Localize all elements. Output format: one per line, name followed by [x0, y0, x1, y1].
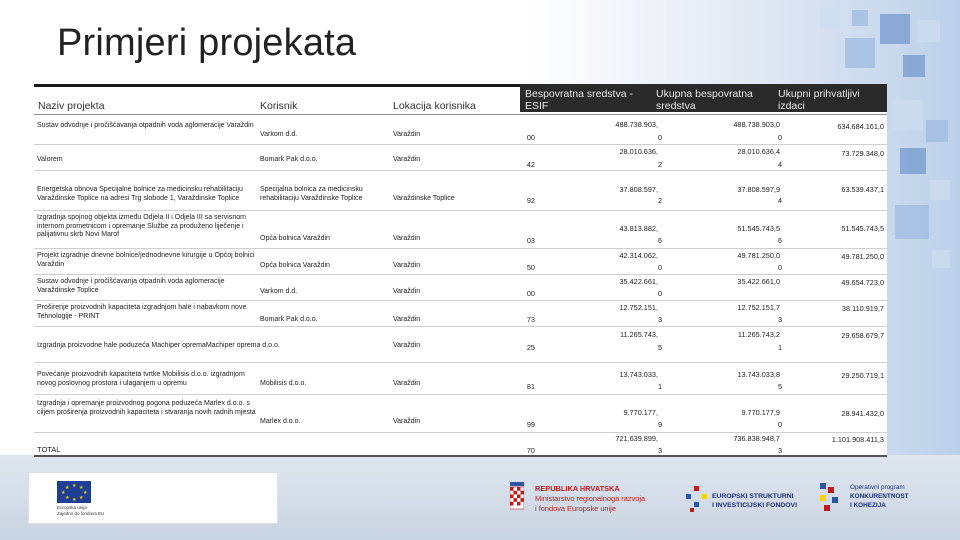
- cell-esif-fraction: 42: [526, 160, 535, 169]
- cell-ukupna: 37.808.597,9: [737, 185, 780, 194]
- cell-izdaci: 73.729.348,0: [841, 149, 884, 158]
- cell-lokacija: Varaždin: [393, 418, 421, 425]
- row-divider: [34, 432, 887, 433]
- esi-line1: EUROPSKI STRUKTURNI: [712, 493, 794, 500]
- cell-ukupna-fraction: 5: [657, 343, 662, 352]
- cell-izdaci-fraction: 5: [777, 382, 782, 391]
- cell-izdaci: 634.684.161,0: [837, 122, 884, 131]
- cell-esif: 37.808.597,: [619, 185, 658, 194]
- decor-square: [880, 14, 910, 44]
- cell-esif-fraction: 73: [526, 315, 535, 324]
- cell-izdaci: 63.539.437,1: [841, 185, 884, 194]
- cell-esif-fraction: 00: [526, 133, 535, 142]
- cell-naziv: Izgradnja i opremanje proizvodnog pogona poduzeća Marlex d.o.o. s ciljem proširenja proizvodnih kapaciteta i stvaranja novih radnih mjesta: [37, 400, 256, 416]
- total-izdaci-fraction: 3: [777, 446, 782, 455]
- cell-izdaci: 49.654.723,0: [841, 278, 884, 287]
- row-divider: [34, 300, 887, 301]
- eu-caption-1: Europska unija: [57, 505, 87, 510]
- decor-square: [893, 100, 923, 130]
- decor-square: [900, 148, 926, 174]
- cell-izdaci: 38.110.919,7: [841, 304, 884, 313]
- table-bottom-border: [34, 455, 887, 457]
- cell-ukupna: 35.422.661,0: [737, 277, 780, 286]
- total-izdaci: 1.101.908.411,3: [831, 435, 884, 444]
- cell-naziv: Sustav odvodnje i pročišćavanja otpadnih voda aglomeracije Varaždin: [37, 122, 254, 129]
- cell-izdaci-fraction: 3: [777, 315, 782, 324]
- cell-esif: 9.770.177,: [623, 408, 658, 417]
- row-divider: [34, 210, 887, 211]
- cell-korisnik: Marlex d.o.o.: [260, 418, 301, 425]
- cell-izdaci: 49.781.250,0: [841, 252, 884, 261]
- decor-square: [926, 120, 948, 142]
- cell-korisnik: Bomark Pak d.o.o.: [260, 156, 318, 163]
- cell-esif-fraction: 03: [526, 236, 535, 245]
- cell-lokacija: Varaždinske Toplice: [393, 195, 455, 202]
- cell-izdaci-fraction: 6: [777, 236, 782, 245]
- cell-naziv: Projekt izgradnje dnevne bolnice/jednodnevne kirurgije u Općoj bolnici Varaždin: [37, 252, 255, 268]
- cell-esif-fraction: 00: [526, 289, 535, 298]
- cell-lokacija: Varaždin: [393, 380, 421, 387]
- cell-esif: 43.813.882,: [619, 224, 658, 233]
- cell-izdaci-fraction: 0: [777, 133, 782, 142]
- cell-ukupna: 9.770.177,9: [741, 408, 780, 417]
- slide-title: Primjeri projekata: [57, 22, 357, 64]
- cell-korisnik: Bomark Pak d.o.o.: [260, 316, 318, 323]
- cell-ukupna: 49.781.250,0: [737, 251, 780, 260]
- cell-lokacija: Varaždin: [393, 316, 421, 323]
- cell-esif-fraction: 50: [526, 263, 535, 272]
- total-ukupna-fraction: 3: [657, 446, 662, 455]
- cell-ukupna-fraction: 6: [657, 236, 662, 245]
- eu-caption-2: Zajedno do fondova EU: [57, 511, 105, 516]
- header-lokacija: Lokacija korisnika: [393, 100, 476, 112]
- cell-ukupna-fraction: 9: [657, 420, 662, 429]
- cell-esif-fraction: 81: [526, 382, 535, 391]
- row-divider: [34, 362, 887, 363]
- cell-ukupna-fraction: 0: [657, 133, 662, 142]
- total-ukupna: 736.838.948,7: [733, 434, 780, 443]
- cell-ukupna-fraction: 2: [657, 160, 662, 169]
- cell-lokacija: Varaždin: [393, 342, 421, 349]
- cell-ukupna-fraction: 0: [657, 289, 662, 298]
- cell-esif: 11.265.743,: [619, 330, 658, 339]
- cell-esif: 42.314.062,: [619, 251, 658, 260]
- total-esif-fraction: 70: [526, 446, 535, 455]
- cell-naziv: Izgradnja spojnog objekta između Odjela II i Odjela III sa servisnom internom prometnicom i opremanje Službe za produženo liječenje i palijativnu skrb Novi Marof: [37, 214, 246, 239]
- row-divider: [34, 248, 887, 249]
- row-divider: [34, 274, 887, 275]
- header-divider: [34, 114, 887, 115]
- cell-izdaci-fraction: 0: [777, 263, 782, 272]
- cell-esif-fraction: 99: [526, 420, 535, 429]
- cell-korisnik: Varkom d.d.: [260, 131, 298, 138]
- cell-naziv: Sustav odvodnje i pročišćavanja otpadnih voda aglomeracije Varaždinske Toplice: [37, 278, 225, 294]
- cell-ukupna-fraction: 1: [657, 382, 662, 391]
- rh-ministry-line1: Ministarstvo regionalnoga razvoja: [535, 494, 646, 503]
- row-divider: [34, 394, 887, 395]
- header-ukupni-izdaci: Ukupni prihvatljivi izdaci: [778, 88, 860, 112]
- op-line2: KONKURENTNOST: [850, 493, 909, 500]
- decor-square: [903, 55, 925, 77]
- cell-ukupna-fraction: 2: [657, 196, 662, 205]
- cell-ukupna: 488.738.903,0: [733, 120, 780, 129]
- cell-esif-fraction: 25: [526, 343, 535, 352]
- cell-lokacija: Varaždin: [393, 131, 421, 138]
- operational-programme-logo-icon: [820, 483, 844, 513]
- cell-esif-fraction: 92: [526, 196, 535, 205]
- cell-korisnik: Varkom d.d.: [260, 288, 298, 295]
- cell-izdaci: 29.658.679,7: [841, 331, 884, 340]
- cell-ukupna-fraction: 3: [657, 315, 662, 324]
- cell-naziv: Valorem: [37, 156, 63, 163]
- croatia-coat-of-arms-icon: [510, 482, 524, 512]
- decor-square: [932, 250, 950, 268]
- cell-naziv: Proširenje proizvodnih kapaciteta izgradnjom hale i nabavkom nove Tehnologije - PRINT: [37, 304, 247, 320]
- cell-ukupna-fraction: 0: [657, 263, 662, 272]
- cell-korisnik: Mobilisis d.o.o.: [260, 380, 307, 387]
- cell-naziv: Povećanje proizvodnih kapaciteta tvrtke Mobilisis d.o.o. izgradnjom novog poslovnog prostora i ulaganjem u opremu: [37, 371, 245, 387]
- cell-naziv: Izgradnja proizvodne hale poduzeća Machiper opremaMachiper oprema d.o.o.: [37, 342, 280, 349]
- header-ukupna-bespovratna: Ukupna bespovratna sredstva: [656, 88, 753, 112]
- header-bespovratna-esif: Bespovratna sredstva - ESIF: [525, 88, 633, 112]
- cell-esif: 12.752.151,: [619, 303, 658, 312]
- total-esif: 721.639.899,: [615, 434, 658, 443]
- esi-funds-logo-icon: [686, 486, 708, 514]
- cell-esif: 13.743.033,: [619, 370, 658, 379]
- op-line1: Operativni program: [850, 484, 905, 491]
- cell-korisnik: Specijalna bolnica za medicinsku rehabilitaciju Varaždinske Toplice: [260, 186, 363, 202]
- cell-esif: 28.010.636,: [619, 147, 658, 156]
- cell-korisnik: Opća bolnica Varaždin: [260, 235, 330, 242]
- cell-ukupna: 13.743.033,8: [737, 370, 780, 379]
- cell-ukupna: 11.265.743,2: [737, 330, 780, 339]
- cell-izdaci: 51.545.743,5: [841, 224, 884, 233]
- header-naziv: Naziv projekta: [38, 100, 105, 112]
- decor-square: [918, 20, 940, 42]
- cell-ukupna: 51.545.743,5: [737, 224, 780, 233]
- cell-esif: 488.738.903,: [615, 120, 658, 129]
- decor-square: [820, 8, 840, 28]
- decor-square: [845, 38, 875, 68]
- cell-naziv: Energetska obnova Specijalne bolnice za medicinsku rehabilitaciju Varaždinske Toplice na adresi Trg slobode 1, Varaždinske Toplice: [37, 186, 243, 202]
- cell-lokacija: Varaždin: [393, 235, 421, 242]
- cell-lokacija: Varaždin: [393, 262, 421, 269]
- row-divider: [34, 326, 887, 327]
- cell-ukupna: 12.752.151,7: [737, 303, 780, 312]
- cell-izdaci: 29.250.719,1: [841, 371, 884, 380]
- cell-izdaci-fraction: 4: [777, 196, 782, 205]
- cell-izdaci-fraction: 1: [777, 343, 782, 352]
- cell-korisnik: Opća bolnica Varaždin: [260, 262, 330, 269]
- decor-square: [895, 205, 929, 239]
- cell-izdaci: 28.941.432,0: [841, 409, 884, 418]
- decor-square: [930, 180, 950, 200]
- decor-square: [852, 10, 868, 26]
- row-divider: [34, 170, 887, 171]
- cell-izdaci-fraction: 4: [777, 160, 782, 169]
- eu-flag-icon: ★ ★ ★ ★ ★ ★ ★ ★: [57, 481, 91, 503]
- cell-ukupna: 28.010.636,4: [737, 147, 780, 156]
- cell-esif: 35.422.661,: [619, 277, 658, 286]
- rh-title: REPUBLIKA HRVATSKA: [535, 484, 620, 493]
- cell-lokacija: Varaždin: [393, 288, 421, 295]
- cell-izdaci-fraction: 0: [777, 420, 782, 429]
- esi-line2: I INVESTICIJSKI FONDOVI: [712, 502, 797, 509]
- op-line3: I KOHEZIJA: [850, 502, 886, 509]
- cell-lokacija: Varaždin: [393, 156, 421, 163]
- row-divider: [34, 144, 887, 145]
- header-korisnik: Korisnik: [260, 100, 298, 112]
- total-label: TOTAL: [37, 445, 61, 454]
- rh-ministry-line2: i fondova Europske unije: [535, 504, 616, 513]
